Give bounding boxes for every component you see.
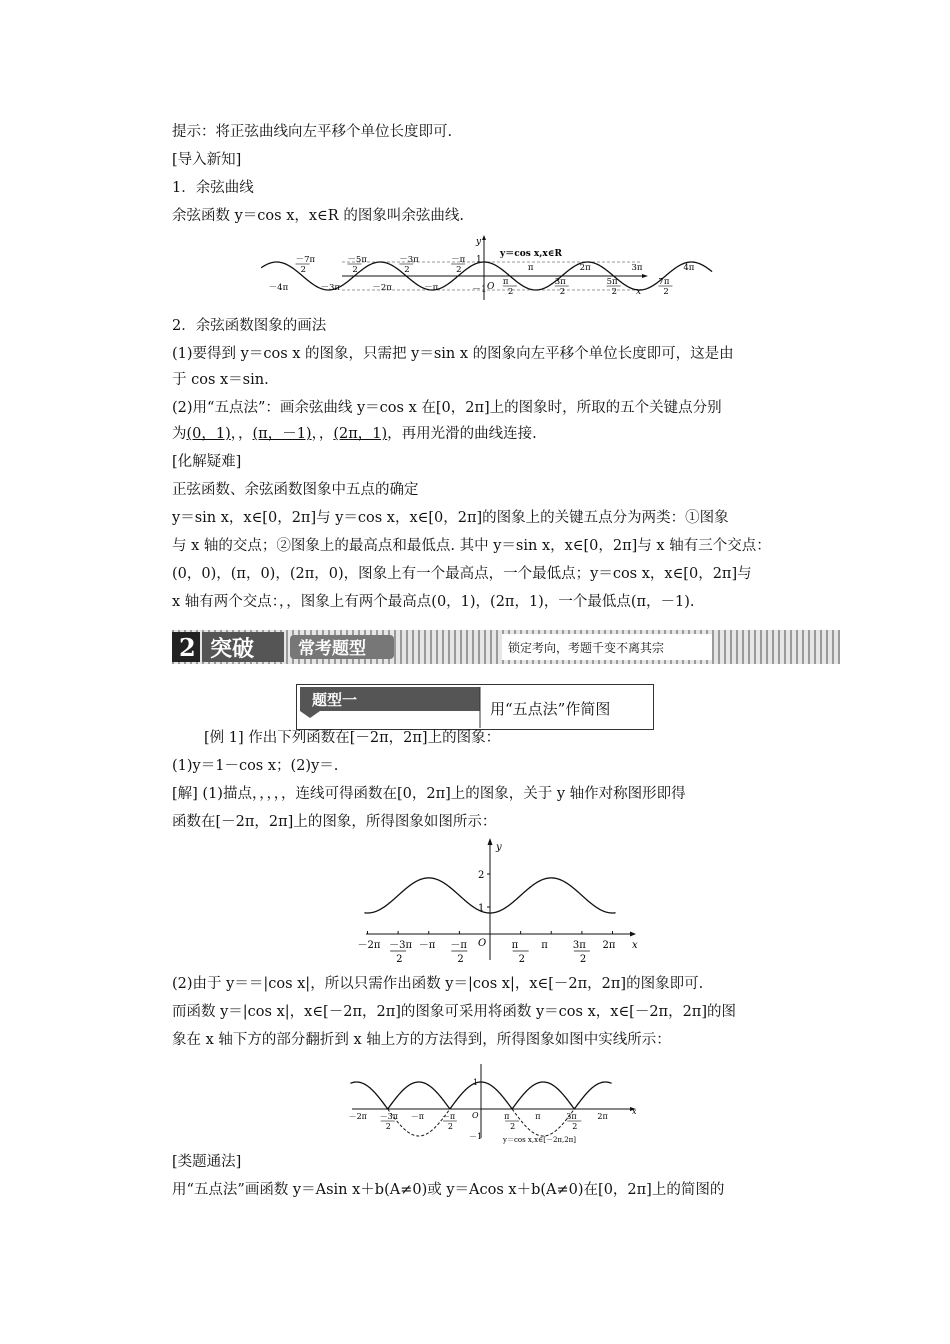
solution-1a: [解] (1)描点，，，，，连线可得函数在[0，2π]上的图象，关于 y 轴作对称图形即得 [172,786,686,802]
x-tick-denominator: 2 [385,1122,391,1131]
solution-1b: 函数在[－2π，2π]上的图象，所得图象如图所示： [172,814,497,830]
tick-label: －2π [372,283,392,293]
one-label: 1 [476,255,482,265]
tick-label-numerator: －5π [347,255,367,265]
solution-2c: 象在 x 轴下方的部分翻折到 x 轴上方的方法得到，所得图象如图中实线所示： [172,1032,671,1048]
x-tick-numerator: 3π [566,1112,577,1121]
text-segment: 为 [172,426,187,442]
tick-label: 4π [683,263,695,273]
x-axis-label: x [636,287,642,297]
tick-label-denominator: 2 [456,265,462,275]
x-tick-denominator: 2 [447,1122,453,1131]
tick-label-numerator: 7π [658,277,670,287]
example-items: (1)y＝1－cos x；(2)y＝. [172,758,339,774]
tick-label-numerator: π [502,277,509,287]
section-intro: [导入新知] [172,152,242,168]
x-tick-label: 2π [597,1112,608,1121]
x-tick-denominator: 2 [510,1122,516,1131]
paragraph-method-2b [172,424,537,444]
paragraph-five-points-title: 正弦函数、余弦函数图象中五点的确定 [172,482,419,498]
y-tick-label: 2 [478,870,485,881]
tick-label: 3π [631,263,643,273]
tick-label-denominator: 2 [559,287,566,297]
text-segment: ，， [311,426,334,442]
y-tick-label: －1 [469,1132,483,1141]
abs-cos-figure [348,1062,642,1146]
x-tick-label: π [541,940,548,951]
heading-cos-curve: 1．余弦曲线 [172,180,254,196]
tick-label: 2π [579,263,591,273]
heading-drawing-method: 2．余弦函数图象的画法 [172,318,327,334]
x-tick-label: 2π [602,940,616,951]
origin-label: O [478,938,487,949]
x-tick-numerator: π [511,940,519,951]
x-tick-denominator: 2 [396,954,403,965]
paragraph-five-points-b: 与 x 轴的交点；②图象上的最高点和最低点. 其中 y＝sin x，x∈[0，2π]与 x 轴有三个交点： [172,538,771,554]
figure-caption: y＝cos x,x∈[－2π,2π] [503,1136,577,1144]
neg-one-label: －1 [472,285,487,295]
tick-label-denominator: 2 [663,287,669,297]
x-tick-label: －2π [348,1112,367,1121]
paragraph-five-points-d: x 轴有两个交点：，，图象上有两个最高点(0，1)，(2π，1)，一个最低点(π，－1). [172,594,695,610]
tick-label-numerator: 5π [606,277,618,287]
paragraph-method-1b: 于 cos x＝sin. [172,372,269,388]
tick-label-numerator: －7π [295,255,316,265]
x-tick-label: －π [418,940,436,951]
tick-label: －π [424,283,439,293]
tick-label-numerator: －π [451,255,466,265]
section-banner [172,630,840,664]
paragraph-five-points-a: y＝sin x，x∈[0，2π]与 y＝cos x，x∈[0，2π]的图象上的关键五点分为两类：①图象 [172,510,729,526]
y-axis-label: y [476,237,482,247]
x-tick-label: －π [410,1112,425,1121]
tick-label: π [527,263,534,273]
text-segment: ，， [230,426,253,442]
hint-text: 提示：将正弦曲线向左平移个单位长度即可. [172,124,453,140]
x-tick-denominator: 2 [518,954,526,965]
tick-label-numerator: －3π [399,255,419,265]
x-tick-label: π [535,1112,541,1121]
key-point-1: (0，1) [186,426,231,442]
question-type-box [296,684,654,730]
x-axis-label: x [632,1107,637,1116]
paragraph-method-1a: (1)要得到 y＝cos x 的图象，只需把 y＝sin x 的图象向左平移个单位长度即可，这是由 [172,346,734,362]
tick-label: －3π [320,283,340,293]
tick-label-denominator: 2 [507,287,514,297]
key-point-5: (2π，1) [333,426,388,442]
type-tag: 题型一 [312,691,358,709]
x-tick-denominator: 2 [457,954,464,965]
banner-subtitle: 常考题型 [298,639,366,659]
x-tick-numerator: －3π [389,940,413,951]
paragraph-five-points-c: (0，0)，(π，0)，(2π，0)，图象上有一个最高点，一个最低点；y＝cos x，x∈[0，2π]与 [172,566,752,582]
tick-label: －4π [268,283,289,293]
x-tick-label: －2π [357,940,381,951]
paragraph-cos-curve: 余弦函数 y＝cos x，x∈R 的图象叫余弦曲线. [172,208,464,224]
x-tick-numerator: －π [450,940,467,951]
type-title: 用“五点法”作简图 [490,700,611,718]
x-tick-denominator: 2 [572,1122,578,1131]
key-point-3: (π，－1) [252,426,312,442]
curve-label: y＝cos x,x∈R [500,249,562,259]
x-tick-numerator: 3π [572,940,586,951]
tick-label-denominator: 2 [352,265,358,275]
origin-label: O [487,282,495,292]
y-tick-label: 1 [478,903,485,914]
section-method: [类题通法] [172,1154,242,1170]
tick-label-numerator: 3π [554,277,566,287]
y-tick-label: 1 [473,1078,479,1087]
one-minus-cos-figure [357,836,644,968]
solution-2b: 而函数 y＝|cos x|，x∈[－2π，2π]的图象可采用将函数 y＝cos x，x∈[－2π，2π]的图 [172,1004,736,1020]
x-tick-numerator: π [504,1112,510,1121]
x-tick-numerator: －π [441,1112,456,1121]
text-segment: ，再用光滑的曲线连接. [387,426,537,442]
tick-label-denominator: 2 [404,265,410,275]
banner-slogan: 锁定考向，考题千变不离其宗 [508,641,665,655]
cosine-curve-figure [268,234,695,302]
x-tick-numerator: －3π [379,1112,399,1121]
tick-label-denominator: 2 [611,287,618,297]
tick-label-denominator: 2 [300,265,306,275]
banner-title: 突破 [210,636,255,662]
solution-2a: (2)由于 y＝＝|cos x|，所以只需作出函数 y＝|cos x|，x∈[－2π，2π]的图象即可. [172,976,704,992]
method-text: 用“五点法”画函数 y＝Asin x＋b(A≠0)或 y＝Acos x＋b(A≠0)在[0，2π]上的简图的 [172,1182,725,1198]
x-tick-denominator: 2 [579,954,587,965]
y-axis-label: y [496,842,502,853]
origin-label: O [472,1111,479,1120]
example-title: [例 1] 作出下列函数在[－2π，2π]上的图象： [204,730,501,746]
x-axis-label: x [632,940,638,951]
banner-number: 2 [179,633,196,662]
section-resolve: [化解疑难] [172,454,242,470]
paragraph-method-2a: (2)用“五点法”：画余弦曲线 y＝cos x 在[0，2π]上的图象时，所取的五个关键点分别 [172,400,722,416]
